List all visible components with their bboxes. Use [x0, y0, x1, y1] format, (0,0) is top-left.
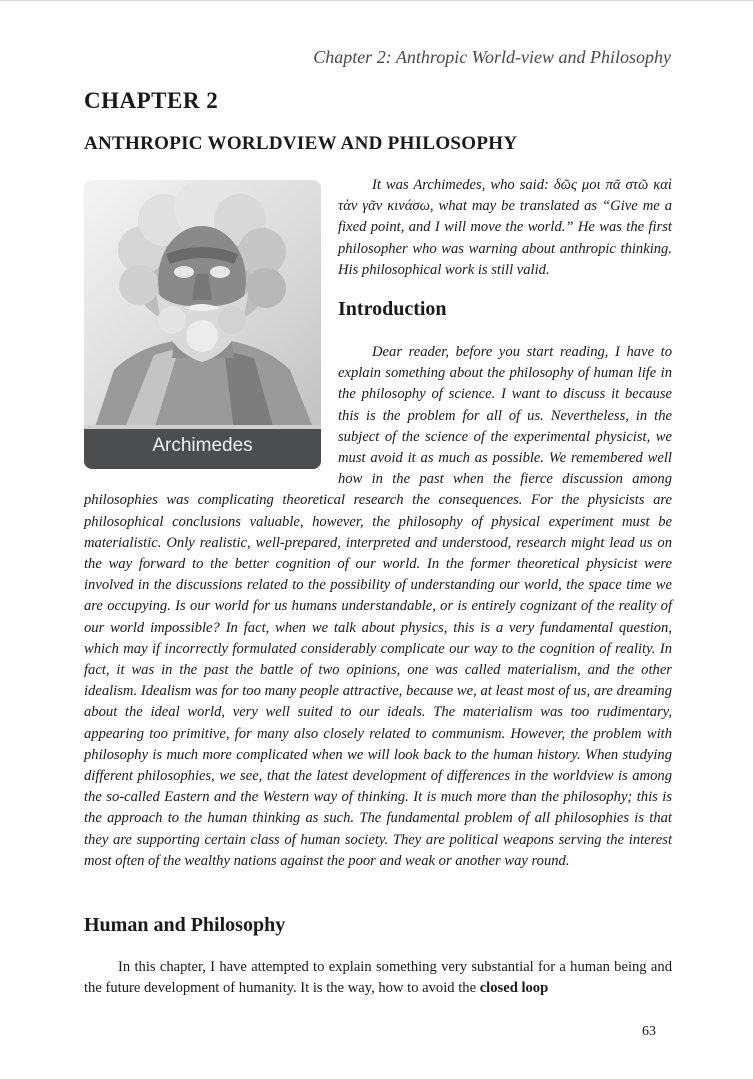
closed-loop-term: closed loop — [479, 980, 549, 997]
epigraph: It was Archimedes, who said: δῶς μοι πᾶ στῶ καὶ τὰν γᾶν κινάσω, what may be translated as “Give me a fixed point, and I will move the world.” He was the first philosopher who was warning about anthropic thinking. His philosophical work is still valid. — [338, 177, 672, 278]
human-philosophy-heading: Human and Philosophy — [84, 914, 286, 936]
introduction-heading: Introduction — [338, 298, 447, 320]
human-philosophy-paragraph — [84, 957, 672, 999]
introduction-body — [84, 342, 672, 872]
chapter-title: ANTHROPIC WORLDVIEW AND PHILOSOPHY — [84, 133, 518, 154]
introduction-paragraph: Dear reader, before you start reading, I have to explain something about the philosophy of human life in the philosophy of science. I want to discuss it because this is the problem for all of us. Nevertheless, in the subject of the science of the experimental physicist, we must avoid it as much as possible. We remembered well how in the past when the fierce discussion among philosophies was complicating theoretical research the consequences. For the physicists are philosophical conclusions valuable, however, the philosophy of physical experiment must be materialistic. Only realistic, well-prepared, interpreted and understood, research might lead us on the way forward to the better cognition of our world. In the former theoretical physicist were involved in the discussions related to the possibility of understanding our world, the space time we are occupying. Is our world for us humans understandable, or is entirely cognizant of the reality of our world impossible? In fact, when we talk about physics, this is a very fundamental question, which may if incorrectly formulated considerably complicate our way to the cognition of reality. In fact, it was in the past the battle of two opinions, one was called materialism, and the other idealism. Idealism was for too many people attractive, because we, at least most of us, are dreaming about the ideal world, very well suited to our ideals. The materialism was too rudimentary, appearing too primitive, for many also closely related to communism. However, the problem with philosophy is much more complicated when we will look back to the human history. When studying different philosophies, we see, that the latest development of differences in the worldview is among the so-called Eastern and the Western way of thinking. It is much more than the philosophy; this is the approach to the human thinking as such. The fundamental problem of all philosophies is that they are supporting certain class of human society. They are political weapons serving the interest most often of the wealthy nations against the poor and weak or another way round. — [84, 344, 672, 869]
human-philosophy-text: In this chapter, I have attempted to explain something very substantial for a human being and the future development of humanity. It is the way, how to avoid the — [84, 959, 672, 997]
page-number: 63 — [642, 1024, 656, 1039]
top-rule — [0, 0, 753, 1]
figure-caption: Archimedes — [84, 425, 321, 469]
chapter-label: CHAPTER 2 — [84, 88, 219, 113]
figure-wrap-space — [84, 342, 338, 482]
running-head: Chapter 2: Anthropic World-view and Philosophy — [313, 47, 671, 67]
